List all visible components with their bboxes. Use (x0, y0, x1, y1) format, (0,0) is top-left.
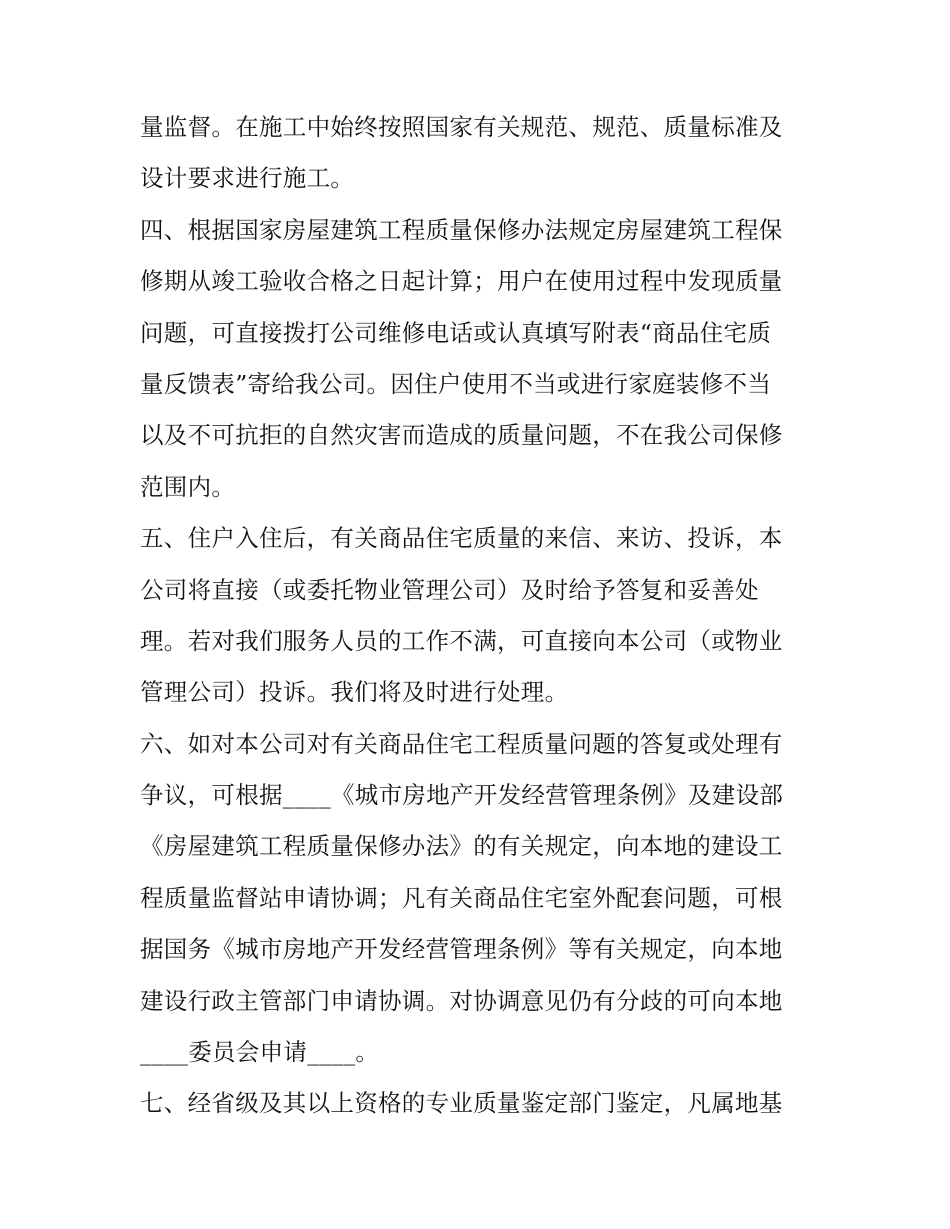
text-line: 范围内。 (140, 472, 236, 501)
text-line: 问题，可直接拨打公司维修电话或认真填写附表“商品住宅质 (140, 318, 772, 347)
text-line: ____委员会申请____。 (140, 1038, 380, 1067)
text-line: 公司将直接（或委托物业管理公司）及时给予答复和妥善处 (140, 575, 759, 604)
text-line: 量监督。在施工中始终按照国家有关规范、规范、质量标准及 (140, 113, 783, 141)
text-line: 量反馈表”寄给我公司。因住户使用不当或进行家庭装修不当 (140, 369, 772, 398)
text-line: 七、经省级及其以上资格的专业质量鉴定部门鉴定，凡属地基 (140, 1089, 783, 1118)
text-line: 设计要求进行施工。 (140, 164, 355, 193)
text-line: 理。若对我们服务人员的工作不满，可直接向本公司（或物业 (140, 626, 783, 655)
text-line: 《房屋建筑工程质量保修办法》的有关规定，向本地的建设工 (140, 832, 783, 861)
text-line: 管理公司）投诉。我们将及时进行处理。 (140, 678, 569, 707)
text-line: 争议，可根据____《城市房地产开发经营管理条例》及建设部 (140, 781, 784, 810)
text-line: 四、根据国家房屋建筑工程质量保修办法规定房屋建筑工程保 (140, 215, 783, 244)
text-line: 六、如对本公司对有关商品住宅工程质量问题的答复或处理有 (140, 729, 783, 758)
document-body (140, 102, 820, 1130)
text-line: 以及不可抗拒的自然灾害而造成的质量问题，不在我公司保修 (140, 421, 783, 450)
text-line: 程质量监督站申请协调；凡有关商品住宅室外配套问题，可根 (140, 883, 783, 912)
text-line: 五、住户入住后，有关商品住宅质量的来信、来访、投诉，本 (140, 524, 783, 553)
text-line: 据国务《城市房地产开发经营管理条例》等有关规定，向本地 (140, 935, 783, 964)
text-line: 建设行政主管部门申请协调。对协调意见仍有分歧的可向本地 (140, 986, 783, 1015)
text-line: 修期从竣工验收合格之日起计算；用户在使用过程中发现质量 (140, 267, 783, 296)
